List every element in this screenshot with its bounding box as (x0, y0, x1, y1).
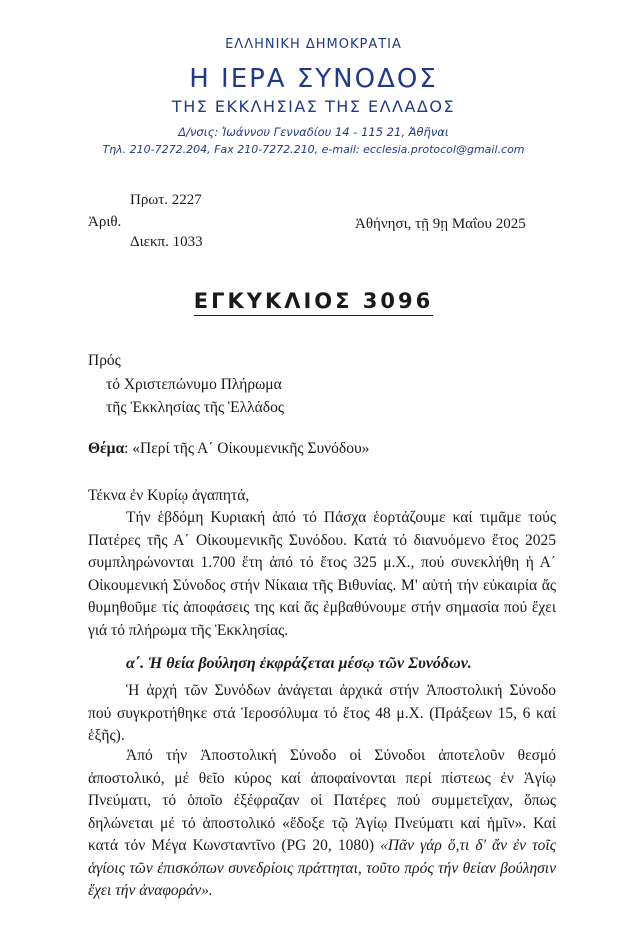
header-church-subtitle: ΤΗΣ ΕΚΚΛΗΣΙΑΣ ΤΗΣ ΕΛΛΑΔΟΣ (171, 97, 456, 116)
recipient-line-3: τῆς Ἐκκλησίας τῆς Ἑλλάδος (106, 399, 284, 416)
paragraph-3 (88, 745, 556, 903)
document-date: Ἀθήνησι, τῇ 9ῃ Μαΐου 2025 (355, 216, 526, 232)
paragraph-2-text: Ἡ ἀρχή τῶν Συνόδων ἀνάγεται ἀρχικά στήν Ἀποστολική Σύνοδο πού συγκροτήθηκε στά Ἱεροσόλυμα τό ἔτος 48 μ.Χ. (Πράξεων 15, 6 καί ἑξῆς). (88, 682, 556, 744)
protocol-number: Πρωτ. 2227 (130, 192, 202, 208)
recipient-line-2: τό Χριστεπώνυμο Πλήρωμα (106, 376, 282, 393)
paragraph-2 (88, 680, 556, 748)
subject-text: : «Περί τῆς Α΄ Οἰκουμενικῆς Συνόδου» (124, 440, 370, 457)
paragraph-3-body: Ἀπό τήν Ἀποστολική Σύνοδο οἱ Σύνοδοι ἀποτελοῦν θεσμό ἀποστολικό, μέ θεῖο κύρος καί ἀποφαίνονται περί πίστεως ἐν Ἁγίῳ Πνεύματι, τό ὁποῖο ἐξέφραζαν οἱ Πατέρες πού συμμετεῖχαν, ὅπως δηλώνεται μέ τό ἀποστολικό «ἔδοξε τῷ Ἁγίῳ Πνεύματι καί ἡμῖν». Καί κατά τόν Μέγα Κωνσταντῖνο (PG 20, 1080) (88, 747, 556, 854)
paragraph-3-text (88, 745, 556, 903)
header-synod-title: Η ΙΕΡΑ ΣΥΝΟΔΟΣ (189, 64, 438, 94)
paragraph-1-text: Τήν ἑβδόμη Κυριακή ἀπό τό Πάσχα ἑορτάζουμε καί τιμᾶμε τούς Πατέρες τῆς Α΄ Οἰκουμενικῆς Συνόδου. Κατά τό διανυόμενο ἔτος 2025 συμπληρώνονται 1.700 ἔτη ἀπό τό ἔτος 325 μ.Χ., πού συνεκλήθη ἡ Α΄ Οἰκουμενική Σύνοδος στήν Νίκαια τῆς Βιθυνίας. Μ' αὐτή τήν εὐκαιρία ἄς θυμηθοῦμε τίς ἀποφάσεις της καί ἄς ἐμβαθύνουμε στήν σημασία πού ἔχει γιά τό πλήρωμα τῆς Ἐκκλησίας. (88, 509, 556, 639)
subject-line (88, 440, 369, 458)
dispatch-number: Διεκπ. 1033 (130, 234, 203, 250)
paragraph-1 (88, 507, 556, 642)
header-contact: Τηλ. 210-7272.204, Fax 210-7272.210, e-mail: ecclesia.protocol@gmail.com (102, 143, 525, 156)
circular-title-text: ΕΓΚΥΚΛΙΟΣ 3096 (194, 289, 434, 316)
number-label: Ἀριθ. (88, 214, 122, 230)
header-republic: ΕΛΛΗΝΙΚΗ ΔΗΜΟΚΡΑΤΙΑ (225, 37, 402, 52)
circular-title (0, 289, 627, 313)
subject-label: Θέμα (88, 440, 125, 457)
recipient-line-1: Πρός (88, 352, 121, 369)
quote: «Πᾶν γάρ ὅ,τι δ' ἄν ἐν τοῖς ἁγίοις τῶν ἐπισκόπων συνεδρίοις πράττηται, τοῦτο πρός τήν θείαν βούλησιν ἔχει τήν ἀναφοράν». (88, 837, 557, 899)
section-heading-a: α΄. Ἡ θεία βούληση ἐκφράζεται μέσῳ τῶν Συνόδων. (126, 655, 472, 672)
greeting: Τέκνα ἐν Κυρίῳ ἀγαπητά, (88, 487, 250, 504)
header-address: Δ/νσις: Ἰωάννου Γενναδίου 14 - 115 21, Ἀθῆναι (178, 125, 449, 139)
